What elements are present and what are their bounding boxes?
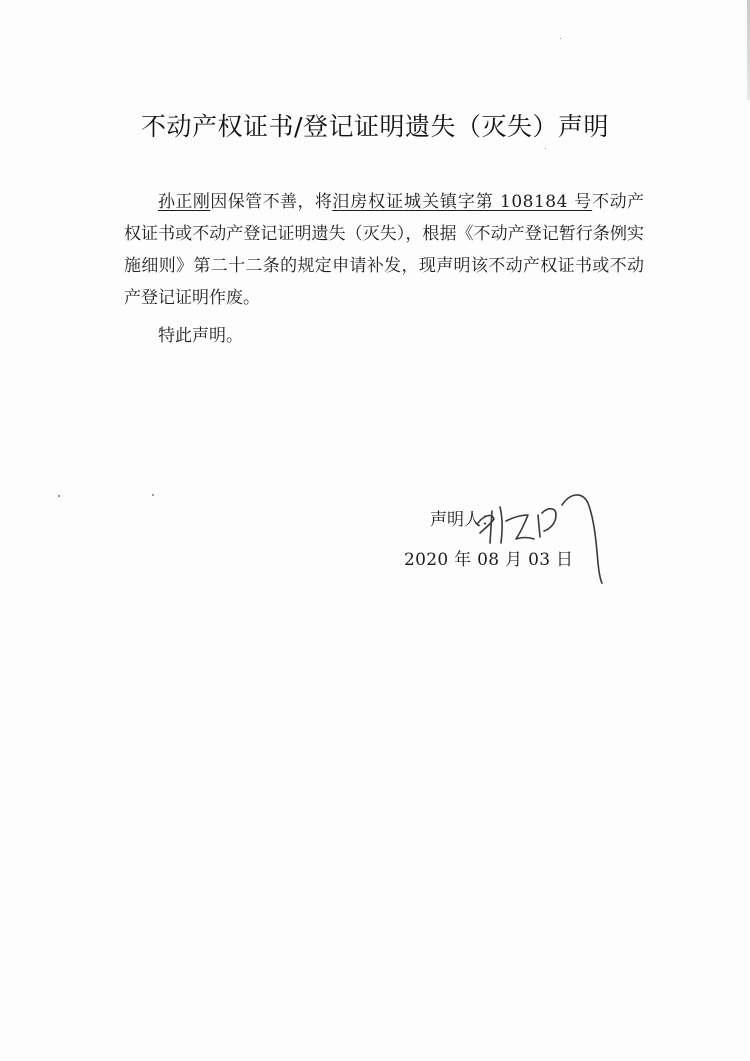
closing-line: 特此声明。	[158, 326, 243, 346]
scan-speck	[545, 148, 546, 149]
scan-speck	[152, 494, 154, 496]
signer-label: 声明人：	[430, 510, 498, 530]
handwritten-signature	[470, 485, 610, 585]
statement-text-a: 因保管不善，将	[210, 192, 333, 212]
scan-speck	[58, 495, 60, 497]
document-body	[124, 186, 644, 352]
declaration-date: 2020 年 08 月 03 日	[404, 550, 574, 570]
scan-speck	[560, 38, 561, 39]
declarant-name: 孙正刚	[158, 192, 211, 212]
document-title: 不动产权证书/登记证明遗失（灭失）声明	[141, 112, 609, 141]
statement-paragraph	[124, 186, 644, 314]
statement-text-b: 不动产权证书或不动产登记证明遗失（灭失），根据《不动产登记暂行条例实施细则》第二十二条的规定申请补发，现声明该不动产权证书或不动产登记证明作废。	[124, 192, 645, 308]
certificate-reference: 汨房权证城关镇字第 108184 号	[332, 192, 593, 212]
